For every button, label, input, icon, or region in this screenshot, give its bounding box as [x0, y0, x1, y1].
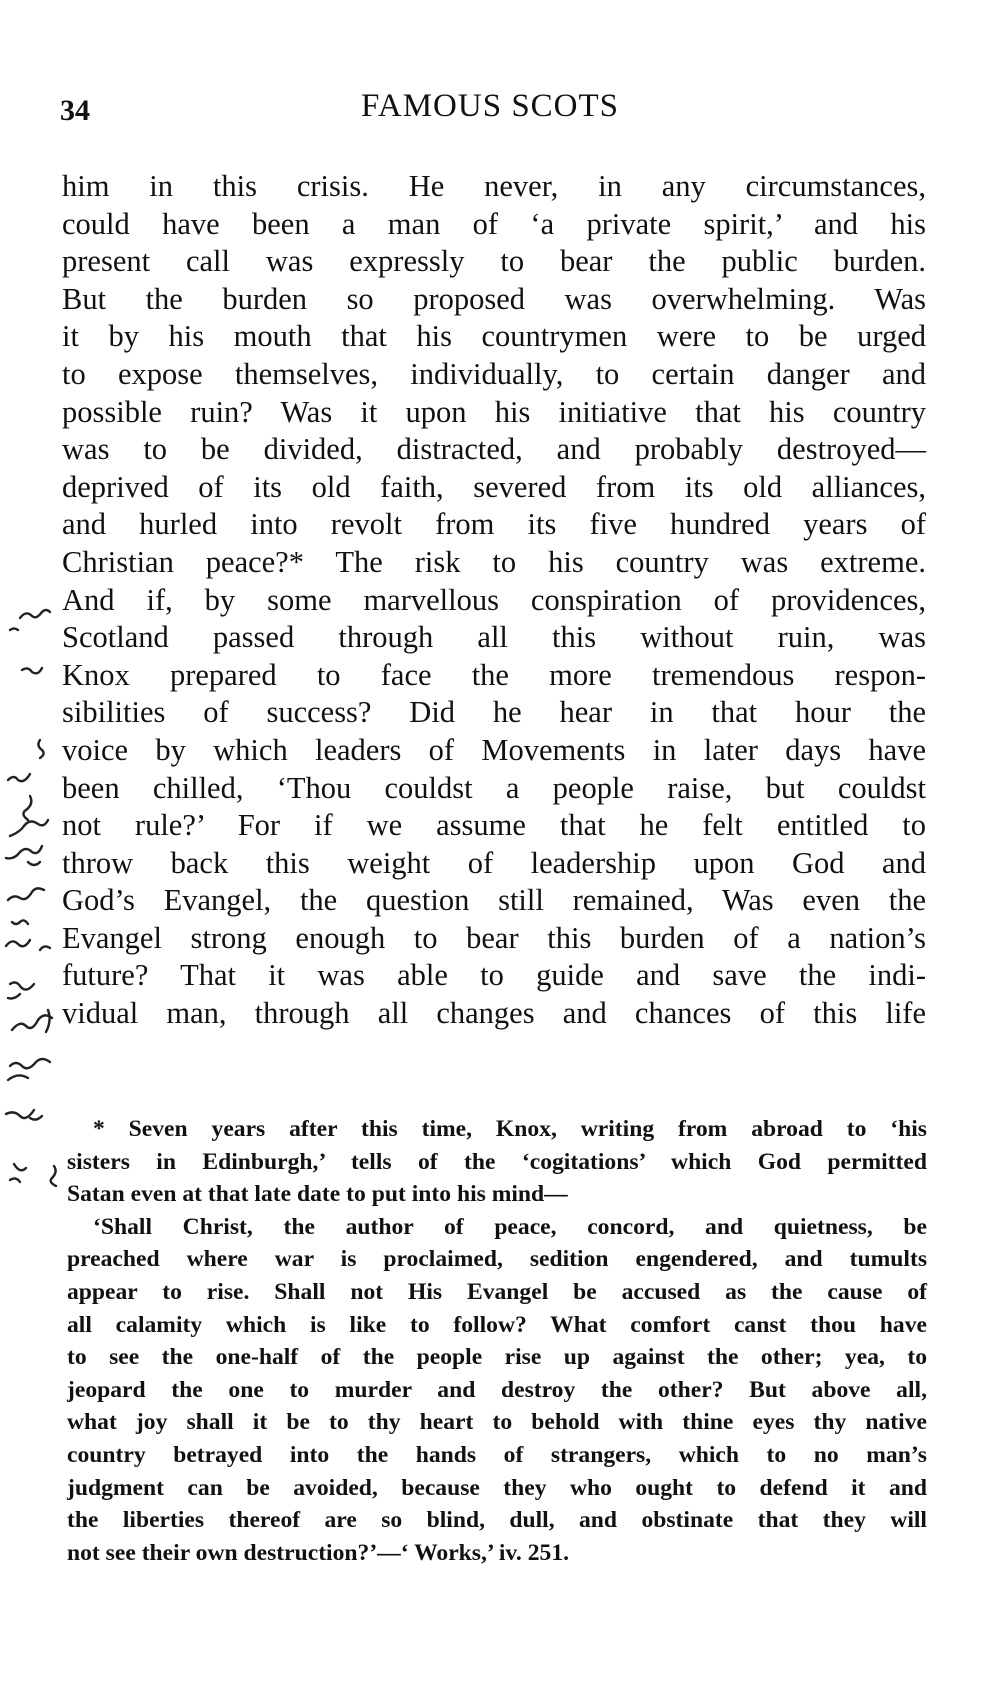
text-line: not rule?’ For if we assume that he felt entitled to	[62, 808, 926, 843]
handwritten-marginalia	[0, 600, 70, 1340]
footnote-line: jeopard the one to murder and destroy the other? But above all,	[67, 1376, 927, 1403]
footnote-line: to see the one-half of the people rise up against the other; yea, to	[67, 1344, 927, 1371]
text-line: And if, by some marvellous conspiration of providences,	[62, 582, 926, 617]
footnote-line: judgment can be avoided, because they who ought to defend it and	[67, 1474, 927, 1501]
text-line: But the burden so proposed was overwhelming. Was	[62, 281, 926, 316]
footnote-line: the liberties thereof are so blind, dull, and obstinate that they will	[67, 1507, 927, 1534]
text-line: voice by which leaders of Movements in later days have	[62, 732, 926, 767]
running-title: FAMOUS SCOTS	[360, 88, 620, 124]
text-line: possible ruin? Was it upon his initiative that his country	[62, 394, 926, 429]
text-line: him in this crisis. He never, in any circumstances,	[62, 169, 926, 203]
footnote-line: * Seven years after this time, Knox, writing from abroad to ‘his	[93, 1116, 927, 1142]
text-line: been chilled, ‘Thou couldst a people raise, but couldst	[62, 770, 926, 805]
footnote-line: all calamity which is like to follow? What comfort canst thou have	[67, 1311, 927, 1338]
body-text	[62, 168, 926, 1033]
text-line: Knox prepared to face the more tremendous respon-	[62, 657, 926, 692]
text-line: and hurled into revolt from its five hundred years of	[62, 507, 926, 542]
footnote-line: preached where war is proclaimed, sedition engendered, and tumults	[67, 1246, 927, 1273]
text-line: could have been a man of ‘a private spirit,’ and his	[62, 206, 926, 241]
text-line: present call was expressly to bear the public burden.	[62, 244, 926, 279]
footnote-line: Satan even at that late date to put into his mind—	[67, 1181, 568, 1208]
footnote-line: appear to rise. Shall not His Evangel be accused as the cause of	[67, 1278, 927, 1305]
text-line: Evangel strong enough to bear this burden of a nation’s	[62, 920, 926, 955]
text-line: was to be divided, distracted, and probably destroyed—	[62, 432, 926, 467]
text-line: Christian peace?* The risk to his country was extreme.	[62, 544, 926, 579]
footnote-line: what joy shall it be to thy heart to behold with thine eyes thy native	[67, 1409, 927, 1436]
page-header	[60, 88, 920, 138]
text-line: deprived of its old faith, severed from its old alliances,	[62, 469, 926, 504]
footnote-line: ‘Shall Christ, the author of peace, concord, and quietness, be	[93, 1213, 927, 1240]
text-line: Scotland passed through all this without ruin, was	[62, 620, 926, 655]
text-line: sibilities of success? Did he hear in that hour the	[62, 695, 926, 730]
page-number: 34	[60, 94, 90, 127]
footnote-line: sisters in Edinburgh,’ tells of the ‘cogitations’ which God permitted	[67, 1148, 927, 1175]
text-line: God’s Evangel, the question still remained, Was even the	[62, 883, 926, 918]
text-line: throw back this weight of leadership upon God and	[62, 845, 926, 880]
text-line: vidual man, through all changes and chances of this life	[62, 996, 926, 1031]
text-line: future? That it was able to guide and save the indi-	[62, 958, 926, 993]
footnote-line: not see their own destruction?’—‘ Works,’ iv. 251.	[67, 1539, 570, 1566]
footnote	[67, 1113, 927, 1569]
text-line: it by his mouth that his countrymen were to be urged	[62, 319, 926, 354]
pencil-scribbles-icon	[0, 600, 70, 1340]
footnote-line: country betrayed into the hands of strangers, which to no man’s	[67, 1441, 927, 1468]
text-line: to expose themselves, individually, to certain danger and	[62, 356, 926, 391]
